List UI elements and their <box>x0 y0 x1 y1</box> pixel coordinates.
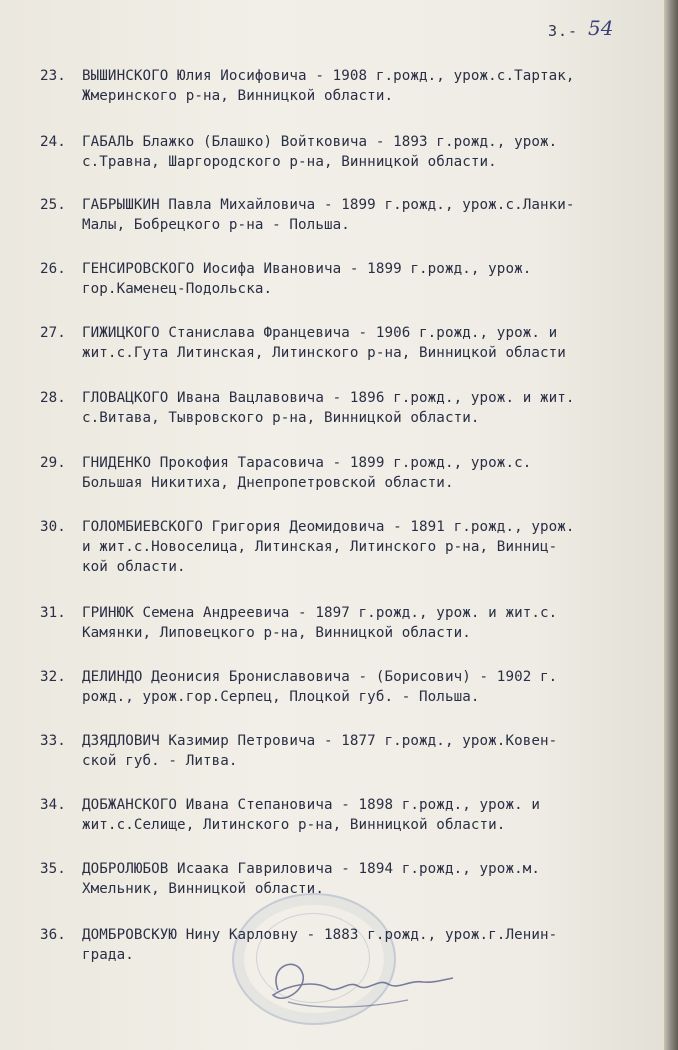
entry-number: 28. <box>40 390 66 406</box>
entry-number: 24. <box>40 134 66 150</box>
list-item <box>40 795 650 835</box>
entry-text-line: гор.Каменец-Подольска. <box>82 281 273 297</box>
entry-number: 36. <box>40 927 66 943</box>
list-item <box>40 66 650 106</box>
entry-number: 26. <box>40 261 66 277</box>
entry-number: 33. <box>40 733 66 749</box>
entry-number: 32. <box>40 669 66 685</box>
list-item <box>40 517 650 577</box>
entry-text-line: ГНИДЕНКО Прокофия Тарасовича - 1899 г.рожд., урож.с. <box>82 455 532 471</box>
list-item <box>40 388 650 428</box>
list-item <box>40 731 650 771</box>
entry-text-line: Большая Никитиха, Днепропетровской области. <box>82 475 454 491</box>
entry-number: 30. <box>40 519 66 535</box>
entry-text-line: ГЛОВАЦКОГО Ивана Вацлавовича - 1896 г.рожд., урож. и жит. <box>82 390 575 406</box>
entry-text-line: ВЫШИНСКОГО Юлия Иосифовича - 1908 г.рожд., урож.с.Тартак, <box>82 68 575 84</box>
entry-text-line: града. <box>82 947 134 963</box>
list-item <box>40 667 650 707</box>
entry-text-line: с.Травна, Шаргородского р-на, Винницкой области. <box>82 154 497 170</box>
entry-number: 27. <box>40 325 66 341</box>
list-item <box>40 453 650 493</box>
entry-text-line: Камянки, Липовецкого р-на, Винницкой области. <box>82 625 471 641</box>
entry-text-line: ской губ. - Литва. <box>82 753 238 769</box>
entry-text-line: ДОМБРОВСКУЮ Нину Карловну - 1883 г.рожд., урож.г.Ленин- <box>82 927 558 943</box>
entry-text-line: ГРИНЮК Семена Андреевича - 1897 г.рожд., урож. и жит.с. <box>82 605 558 621</box>
list-item <box>40 323 650 363</box>
entry-number: 29. <box>40 455 66 471</box>
entry-text-line: ДЗЯДЛОВИЧ Казимир Петровича - 1877 г.рожд., урож.Ковен- <box>82 733 558 749</box>
entry-text-line: Малы, Бобрецкого р-на - Польша. <box>82 217 350 233</box>
entry-text-line: с.Витава, Тывровского р-на, Винницкой области. <box>82 410 480 426</box>
list-item <box>40 195 650 235</box>
list-item <box>40 132 650 172</box>
entry-text-line: ГОЛОМБИЕВСКОГО Григория Деомидовича - 1891 г.рожд., урож. <box>82 519 575 535</box>
entry-text-line: жит.с.Гута Литинская, Литинского р-на, Винницкой области <box>82 345 566 361</box>
entry-text-line: ДЕЛИНДО Деонисия Брониславовича - (Борисович) - 1902 г. <box>82 669 558 685</box>
entry-text-line: ГАБАЛЬ Блажко (Блашко) Войтковича - 1893 г.рожд., урож. <box>82 134 558 150</box>
entry-text-line: рожд., урож.гор.Серпец, Плоцкой губ. - Польша. <box>82 689 480 705</box>
entry-text-line: и жит.с.Новоселица, Литинская, Литинского р-на, Винниц- <box>82 539 558 555</box>
entry-text-line: ГИЖИЦКОГО Станислава Францевича - 1906 г.рожд., урож. и <box>82 325 558 341</box>
page-edge <box>664 0 678 1050</box>
entry-text-line: ДОБЖАНСКОГО Ивана Степановича - 1898 г.рожд., урож. и <box>82 797 541 813</box>
list-item <box>40 259 650 299</box>
entry-text-line: Хмельник, Винницкой области. <box>82 881 324 897</box>
handwritten-page-number: 54 <box>588 16 614 40</box>
entry-number: 25. <box>40 197 66 213</box>
entry-text-line: ДОБРОЛЮБОВ Исаака Гавриловича - 1894 г.рожд., урож.м. <box>82 861 541 877</box>
list-item <box>40 859 650 899</box>
entry-text-line: ГЕНСИРОВСКОГО Иосифа Ивановича - 1899 г.рожд., урож. <box>82 261 532 277</box>
page-number: 3.- <box>548 22 579 40</box>
entry-text-line: жит.с.Селище, Литинского р-на, Винницкой области. <box>82 817 506 833</box>
list-item <box>40 925 650 965</box>
list-item <box>40 603 650 643</box>
entry-text-line: кой области. <box>82 559 186 575</box>
entry-text-line: ГАБРЫШКИН Павла Михайловича - 1899 г.рожд., урож.с.Ланки- <box>82 197 575 213</box>
entry-number: 31. <box>40 605 66 621</box>
entry-number: 34. <box>40 797 66 813</box>
entry-number: 23. <box>40 68 66 84</box>
entry-number: 35. <box>40 861 66 877</box>
page-header <box>548 16 614 40</box>
entry-text-line: Жмеринского р-на, Винницкой области. <box>82 88 394 104</box>
